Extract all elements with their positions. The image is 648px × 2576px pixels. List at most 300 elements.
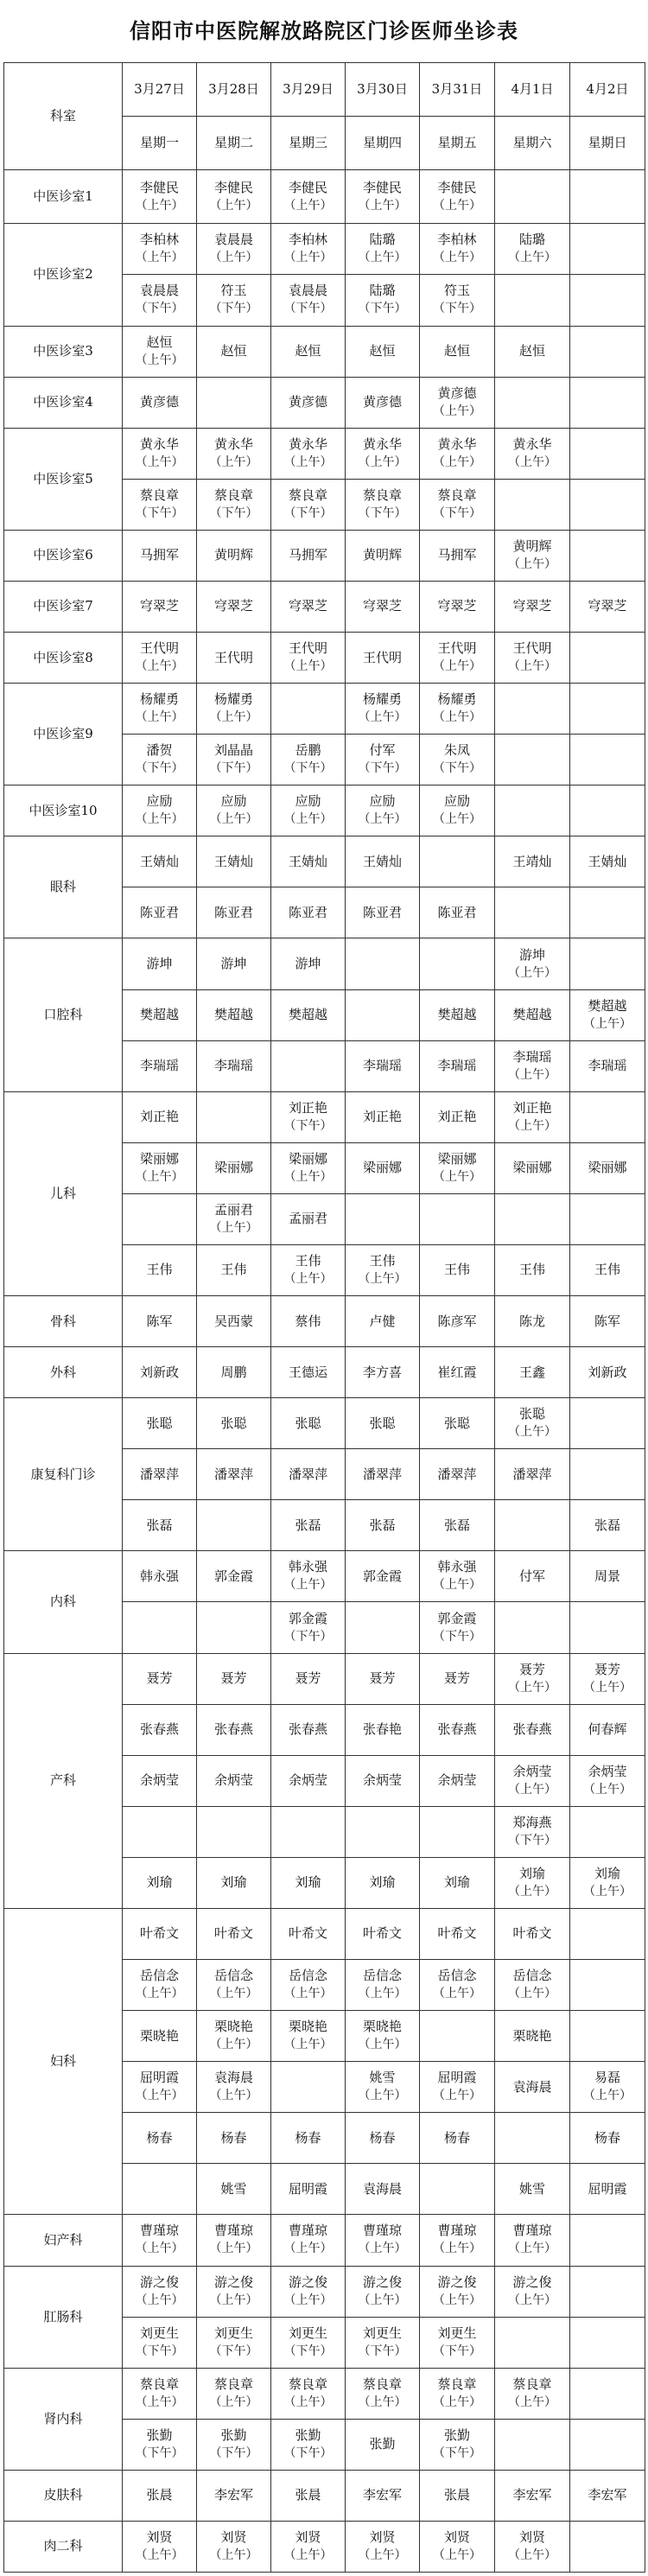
shift-note: （上午） <box>209 2089 258 2103</box>
schedule-cell <box>495 887 570 938</box>
schedule-cell <box>123 836 197 887</box>
shift-note: （上午） <box>508 1884 556 1899</box>
schedule-cell <box>197 1857 271 1908</box>
doctor-name: 蔡良章 <box>362 487 402 503</box>
schedule-cell <box>197 2419 271 2470</box>
schedule-cell <box>123 1449 197 1500</box>
schedule-cell <box>271 2470 346 2521</box>
doctor-name: 屈明霞 <box>139 2070 179 2086</box>
doctor-name: 赵恒 <box>518 343 545 359</box>
schedule-cell <box>271 735 346 786</box>
doctor-name: 李宏军 <box>213 2487 253 2503</box>
doctor-name: 王伟 <box>443 1262 470 1278</box>
doctor-name: 刘正艳 <box>362 1109 402 1125</box>
doctor-name: 王伟 <box>146 1262 173 1278</box>
schedule-cell <box>197 633 271 684</box>
schedule-row <box>4 633 645 684</box>
schedule-cell <box>197 887 271 938</box>
schedule-cell <box>495 2368 570 2419</box>
schedule-cell <box>495 530 570 581</box>
doctor-name: 游坤 <box>146 956 173 971</box>
schedule-cell <box>346 530 420 581</box>
shift-note: （上午） <box>283 2395 333 2409</box>
schedule-cell <box>570 1806 645 1857</box>
schedule-cell <box>197 170 271 224</box>
schedule-cell <box>495 2215 570 2266</box>
schedule-cell <box>346 938 420 989</box>
doctor-name: 叶希文 <box>362 1925 402 1942</box>
schedule-cell <box>346 836 420 887</box>
schedule-cell <box>346 428 420 479</box>
schedule-cell <box>495 377 570 428</box>
doctor-name: 潘贺 <box>146 742 173 759</box>
schedule-cell <box>570 989 645 1040</box>
doctor-name: 周景 <box>594 1568 620 1584</box>
schedule-cell <box>420 2470 495 2521</box>
doctor-name: 游之俊 <box>437 2274 477 2290</box>
shift-note: （上午） <box>283 659 333 674</box>
schedule-cell <box>420 479 495 530</box>
doctor-name: 刘贤 <box>146 2528 173 2545</box>
schedule-cell <box>420 684 495 735</box>
dept-name: 中医诊室2 <box>4 224 123 326</box>
schedule-cell <box>420 581 495 632</box>
doctor-name: 陈军 <box>594 1313 620 1329</box>
date-header: 3月29日 <box>271 63 346 117</box>
schedule-cell <box>570 887 645 938</box>
schedule-cell <box>123 2062 197 2113</box>
schedule-cell <box>271 1755 346 1806</box>
doctor-name: 李方喜 <box>362 1364 402 1380</box>
doctor-name: 王靖灿 <box>512 853 552 869</box>
doctor-name: 岳信念 <box>437 1968 477 1984</box>
schedule-cell <box>271 1091 346 1142</box>
shift-note: （上午） <box>433 198 481 213</box>
shift-note: （上午） <box>283 1271 333 1286</box>
schedule-cell <box>420 1091 495 1142</box>
schedule-cell <box>570 2215 645 2266</box>
doctor-name: 刘更生 <box>437 2325 477 2341</box>
shift-note: （下午） <box>135 2344 184 2358</box>
schedule-cell <box>570 1551 645 1602</box>
schedule-cell <box>346 1347 420 1398</box>
shift-note: （下午） <box>283 2446 333 2460</box>
schedule-cell <box>420 224 495 275</box>
schedule-row <box>4 1908 645 1959</box>
schedule-row <box>4 530 645 581</box>
doctor-name: 樊超越 <box>437 1007 477 1023</box>
doctor-name: 穹翠芝 <box>437 598 477 614</box>
schedule-cell <box>570 1091 645 1142</box>
doctor-name: 何春辉 <box>588 1721 627 1738</box>
shift-note: （上午） <box>358 710 407 725</box>
doctor-name: 刘新政 <box>139 1364 179 1380</box>
doctor-name: 游坤 <box>220 956 247 971</box>
shift-note: （上午） <box>433 404 481 418</box>
shift-note: （上午） <box>433 2089 481 2103</box>
schedule-cell <box>420 2317 495 2368</box>
shift-note: （上午） <box>283 1169 333 1184</box>
doctor-name: 王代明 <box>139 640 179 657</box>
doctor-name: 郑海燕 <box>512 1814 552 1830</box>
doctor-name: 蔡良章 <box>213 487 253 503</box>
doctor-name: 李健民 <box>288 179 327 195</box>
doctor-name: 岳信念 <box>512 1968 552 1984</box>
schedule-cell <box>346 1244 420 1295</box>
shift-note: （上午） <box>358 2395 407 2409</box>
doctor-name: 余炳莹 <box>512 1763 552 1779</box>
schedule-cell <box>123 1244 197 1295</box>
shift-note: （上午） <box>283 198 333 213</box>
doctor-name: 刘晶晶 <box>213 742 253 759</box>
doctor-name: 郭金霞 <box>213 1568 253 1584</box>
schedule-cell <box>346 2419 420 2470</box>
shift-note: （上午） <box>508 659 556 674</box>
shift-note: （下午） <box>283 1118 333 1133</box>
doctor-name: 杨耀勇 <box>139 691 179 708</box>
schedule-cell <box>123 1500 197 1551</box>
schedule-cell <box>420 1040 495 1091</box>
shift-note: （上午） <box>508 455 556 469</box>
doctor-name: 王代明 <box>288 640 327 657</box>
schedule-cell <box>197 377 271 428</box>
weekday-header: 星期三 <box>271 117 346 170</box>
shift-note: （下午） <box>283 506 333 520</box>
schedule-cell <box>420 1347 495 1398</box>
schedule-cell <box>346 1806 420 1857</box>
schedule-cell <box>420 1244 495 1295</box>
schedule-cell <box>271 2011 346 2062</box>
schedule-cell <box>123 1806 197 1857</box>
schedule-cell <box>271 1449 346 1500</box>
shift-note: （下午） <box>433 506 481 520</box>
doctor-name: 袁晨晨 <box>288 283 327 299</box>
shift-note: （下午） <box>433 2446 481 2460</box>
schedule-cell <box>197 786 271 836</box>
schedule-cell <box>123 1551 197 1602</box>
doctor-name: 樊超越 <box>288 1007 327 1023</box>
doctor-name: 刘贤 <box>518 2528 545 2545</box>
schedule-cell <box>570 1040 645 1091</box>
shift-note: （上午） <box>135 1987 184 2001</box>
dept-name: 中医诊室7 <box>4 581 123 632</box>
schedule-cell <box>495 1040 570 1091</box>
schedule-cell <box>123 1704 197 1755</box>
schedule-cell <box>570 1296 645 1347</box>
doctor-name: 陆璐 <box>518 232 545 248</box>
dept-name: 骨科 <box>4 1296 123 1347</box>
shift-note: （上午） <box>135 251 184 265</box>
schedule-cell <box>271 2266 346 2317</box>
schedule-cell <box>346 1960 420 2011</box>
schedule-cell <box>570 2470 645 2521</box>
doctor-name: 张春燕 <box>288 1721 327 1738</box>
doctor-name: 张春燕 <box>213 1721 253 1738</box>
schedule-cell <box>346 2113 420 2164</box>
doctor-name: 穹翠芝 <box>588 598 627 614</box>
schedule-cell <box>570 633 645 684</box>
schedule-cell <box>570 1193 645 1244</box>
schedule-cell <box>570 1960 645 2011</box>
schedule-cell <box>495 2266 570 2317</box>
schedule-cell <box>346 1449 420 1500</box>
schedule-cell <box>346 1704 420 1755</box>
doctor-name: 岳鹏 <box>295 742 321 759</box>
dept-name: 肛肠科 <box>4 2266 123 2368</box>
schedule-cell <box>495 581 570 632</box>
schedule-cell <box>495 1142 570 1193</box>
schedule-cell <box>346 2215 420 2266</box>
doctor-name: 张晨 <box>146 2487 173 2503</box>
schedule-cell <box>495 735 570 786</box>
schedule-cell <box>495 326 570 377</box>
doctor-name: 穹翠芝 <box>512 598 552 614</box>
doctor-name: 杨春 <box>443 2129 470 2146</box>
doctor-name: 刘贤 <box>369 2528 396 2545</box>
schedule-cell <box>271 170 346 224</box>
doctor-name: 应励 <box>369 793 396 810</box>
schedule-cell <box>197 1755 271 1806</box>
doctor-name: 张磊 <box>295 1517 321 1533</box>
doctor-name: 杨春 <box>220 2129 247 2146</box>
shift-note: （下午） <box>358 2344 407 2358</box>
shift-note: （上午） <box>508 2395 556 2409</box>
dept-name: 眼科 <box>4 836 123 938</box>
schedule-cell <box>123 326 197 377</box>
schedule-cell <box>420 1142 495 1193</box>
doctor-name: 张勤 <box>146 2427 173 2443</box>
date-header: 4月2日 <box>570 63 645 117</box>
shift-note: （上午） <box>135 455 184 469</box>
doctor-name: 王代明 <box>512 640 552 657</box>
schedule-cell <box>197 2368 271 2419</box>
schedule-cell <box>420 1193 495 1244</box>
schedule-cell <box>495 2470 570 2521</box>
doctor-name: 刘更生 <box>288 2325 327 2341</box>
dept-name: 妇科 <box>4 1908 123 2214</box>
doctor-name: 陈亚君 <box>362 904 402 920</box>
schedule-cell <box>271 581 346 632</box>
doctor-name: 潘翠萍 <box>288 1466 327 1482</box>
doctor-name: 李健民 <box>139 179 179 195</box>
schedule-cell <box>197 2521 271 2572</box>
doctor-name: 屈明霞 <box>437 2070 477 2086</box>
doctor-name: 黄彦德 <box>139 394 179 410</box>
schedule-row <box>4 1551 645 1602</box>
shift-note: （上午） <box>433 659 481 674</box>
shift-note: （下午） <box>283 302 333 316</box>
doctor-name: 叶希文 <box>213 1925 253 1942</box>
shift-note: （上午） <box>283 1578 333 1593</box>
schedule-cell <box>123 377 197 428</box>
schedule-cell <box>495 684 570 735</box>
schedule-cell <box>197 1398 271 1449</box>
schedule-cell <box>271 633 346 684</box>
schedule-cell <box>495 1602 570 1653</box>
doctor-name: 杨春 <box>295 2129 321 2146</box>
shift-note: （上午） <box>358 812 407 827</box>
schedule-cell <box>420 326 495 377</box>
doctor-name: 刘瑜 <box>295 1874 321 1891</box>
schedule-cell <box>495 2062 570 2113</box>
schedule-cell <box>420 275 495 326</box>
dept-name: 肉二科 <box>4 2521 123 2572</box>
doctor-name: 李宏军 <box>362 2487 402 2503</box>
doctor-name: 王代明 <box>437 640 477 657</box>
doctor-name: 袁海晨 <box>213 2070 253 2086</box>
schedule-cell <box>570 2317 645 2368</box>
schedule-cell <box>197 2011 271 2062</box>
schedule-cell <box>346 887 420 938</box>
schedule-cell <box>420 2113 495 2164</box>
schedule-cell <box>123 1347 197 1398</box>
schedule-cell <box>123 1857 197 1908</box>
schedule-cell <box>495 1449 570 1500</box>
shift-note: （上午） <box>283 455 333 469</box>
dept-name: 外科 <box>4 1347 123 1398</box>
schedule-cell <box>197 836 271 887</box>
shift-note: （上午） <box>433 812 481 827</box>
shift-note: （上午） <box>433 2293 481 2307</box>
schedule-cell <box>123 1755 197 1806</box>
schedule-cell <box>420 2215 495 2266</box>
schedule-cell <box>271 275 346 326</box>
doctor-name: 吴西蒙 <box>213 1313 253 1329</box>
doctor-name: 王伟 <box>369 1252 396 1269</box>
schedule-cell <box>495 224 570 275</box>
schedule-cell <box>197 224 271 275</box>
doctor-name: 张聪 <box>220 1415 247 1431</box>
schedule-cell <box>197 1653 271 1704</box>
doctor-name: 梁丽娜 <box>437 1150 477 1167</box>
doctor-name: 梁丽娜 <box>213 1160 253 1176</box>
doctor-name: 潘翠萍 <box>139 1466 179 1482</box>
shift-note: （下午） <box>135 302 184 316</box>
doctor-name: 杨耀勇 <box>213 691 253 708</box>
schedule-cell <box>123 275 197 326</box>
schedule-cell <box>495 1653 570 1704</box>
schedule-cell <box>495 170 570 224</box>
doctor-name: 陈龙 <box>518 1313 545 1329</box>
schedule-cell <box>271 786 346 836</box>
schedule-cell <box>420 1398 495 1449</box>
schedule-cell <box>495 1296 570 1347</box>
schedule-cell <box>346 2368 420 2419</box>
schedule-cell <box>420 887 495 938</box>
doctor-name: 李柏林 <box>288 232 327 248</box>
schedule-cell <box>197 938 271 989</box>
schedule-cell <box>346 377 420 428</box>
schedule-row <box>4 2215 645 2266</box>
doctor-name: 叶希文 <box>139 1925 179 1942</box>
schedule-cell <box>271 2164 346 2215</box>
schedule-row <box>4 1347 645 1398</box>
doctor-name: 黄彦德 <box>437 385 477 401</box>
doctor-name: 黄彦德 <box>288 394 327 410</box>
shift-note: （上午） <box>135 2089 184 2103</box>
doctor-name: 屈明霞 <box>288 2180 327 2197</box>
schedule-cell <box>197 428 271 479</box>
doctor-name: 王德运 <box>288 1364 327 1380</box>
schedule-cell <box>197 1908 271 1959</box>
schedule-cell <box>570 735 645 786</box>
shift-note: （下午） <box>209 302 258 316</box>
schedule-cell <box>271 1244 346 1295</box>
schedule-cell <box>123 2368 197 2419</box>
schedule-cell <box>197 1040 271 1091</box>
schedule-row <box>4 2266 645 2317</box>
weekday-header: 星期四 <box>346 117 420 170</box>
doctor-name: 王婧灿 <box>362 853 402 869</box>
date-header: 3月28日 <box>197 63 271 117</box>
schedule-cell <box>197 2113 271 2164</box>
schedule-cell <box>123 1960 197 2011</box>
doctor-name: 朱凤 <box>443 742 470 759</box>
schedule-cell <box>271 1908 346 1959</box>
doctor-name: 李瑞瑶 <box>139 1058 179 1074</box>
doctor-name: 余炳莹 <box>437 1772 477 1789</box>
doctor-name: 刘贤 <box>443 2528 470 2545</box>
schedule-row <box>4 170 645 224</box>
doctor-name: 陈军 <box>146 1313 173 1329</box>
schedule-cell <box>570 1142 645 1193</box>
doctor-name: 赵恒 <box>220 343 247 359</box>
doctor-name: 岳信念 <box>139 1968 179 1984</box>
shift-note: （上午） <box>508 1067 556 1082</box>
schedule-cell <box>197 2215 271 2266</box>
doctor-name: 刘瑜 <box>443 1874 470 1891</box>
doctor-name: 栗晓艳 <box>288 2019 327 2035</box>
doctor-name: 蔡良章 <box>512 2376 552 2392</box>
schedule-cell <box>420 1806 495 1857</box>
schedule-cell <box>123 530 197 581</box>
shift-note: （上午） <box>283 2547 333 2562</box>
schedule-cell <box>197 479 271 530</box>
doctor-name: 潘翠萍 <box>213 1466 253 1482</box>
shift-note: （上午） <box>135 812 184 827</box>
doctor-name: 马拥军 <box>139 547 179 563</box>
doctor-name: 王婧灿 <box>213 853 253 869</box>
doctor-name: 张聪 <box>369 1415 396 1431</box>
doctor-name: 周鹏 <box>220 1364 247 1380</box>
schedule-cell <box>197 1091 271 1142</box>
shift-note: （上午） <box>283 1987 333 2001</box>
doctor-name: 孟丽君 <box>213 1201 253 1218</box>
schedule-cell <box>346 1142 420 1193</box>
doctor-name: 杨春 <box>594 2129 620 2146</box>
weekday-header: 星期二 <box>197 117 271 170</box>
schedule-cell <box>271 1806 346 1857</box>
schedule-cell <box>570 938 645 989</box>
schedule-cell <box>570 1449 645 1500</box>
schedule-cell <box>123 633 197 684</box>
doctor-name: 李健民 <box>362 179 402 195</box>
doctor-name: 刘正艳 <box>288 1099 327 1116</box>
schedule-row <box>4 1296 645 1347</box>
doctor-name: 叶希文 <box>512 1925 552 1942</box>
shift-note: （上午） <box>209 2293 258 2307</box>
schedule-cell <box>123 1908 197 1959</box>
schedule-cell <box>123 2113 197 2164</box>
schedule-cell <box>123 479 197 530</box>
schedule-cell <box>123 2419 197 2470</box>
shift-note: （上午） <box>433 455 481 469</box>
schedule-cell <box>346 1602 420 1653</box>
schedule-cell <box>346 2266 420 2317</box>
schedule-cell <box>420 1449 495 1500</box>
schedule-cell <box>495 1908 570 1959</box>
shift-note: （上午） <box>135 659 184 674</box>
